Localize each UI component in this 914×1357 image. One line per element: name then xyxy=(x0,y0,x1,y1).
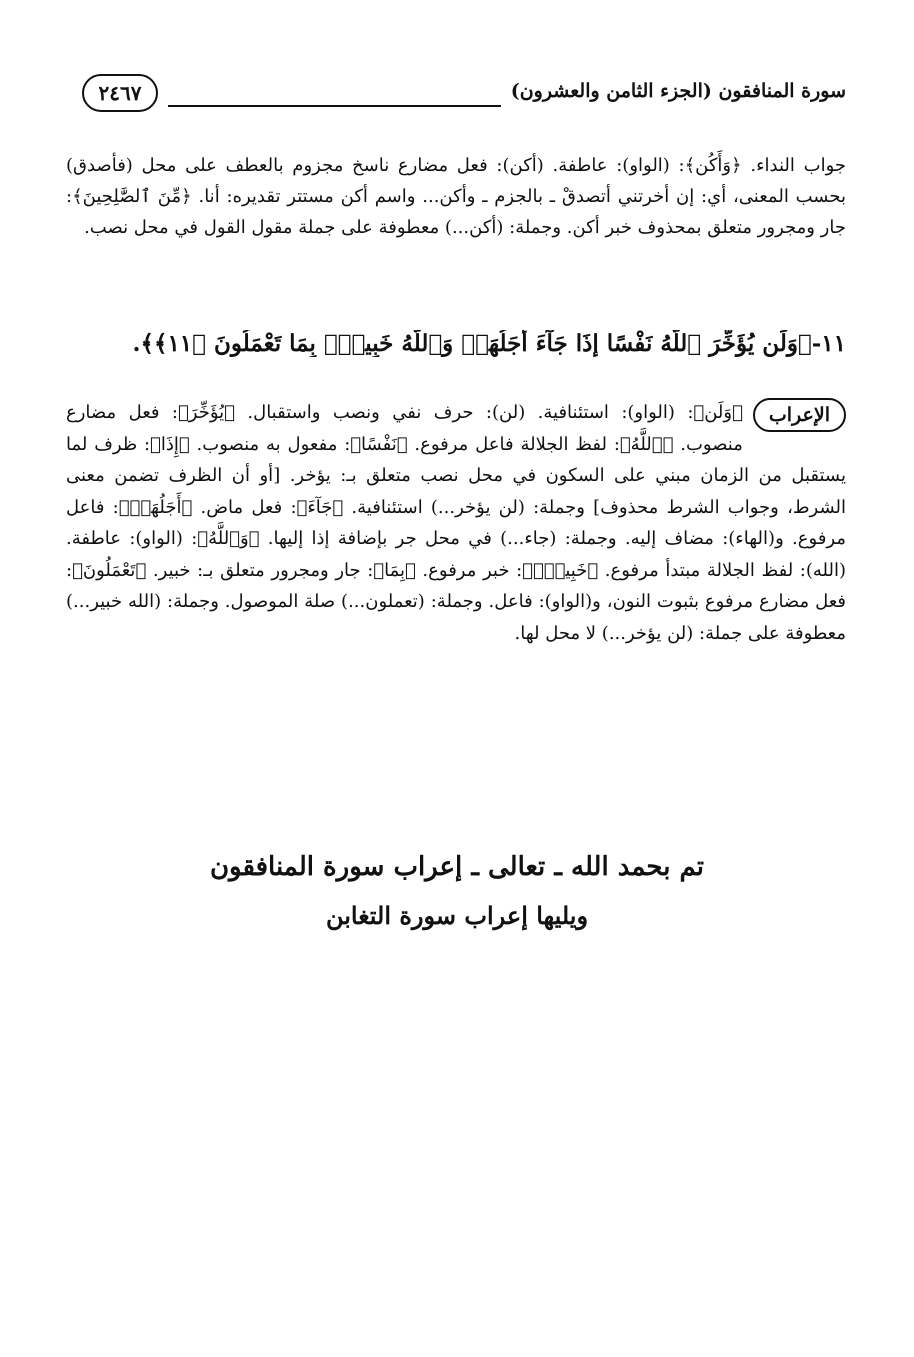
i3rab-badge: الإعراب xyxy=(753,398,846,432)
page-number-badge xyxy=(82,74,158,112)
page-number: ٢٤٦٧ xyxy=(98,81,142,105)
i3rab-text: ﴿وَلَن﴾: (الواو): استئنافية. (لن): حرف نفي ونصب واستقبال. ﴿يُؤَخِّرَ﴾: فعل مضارع منصوب. ﴿ٱللَّهُ﴾: لفظ الجلالة فاعل مرفوع. ﴿نَفْسًا﴾: مفعول به منصوب. ﴿إِذَا﴾: ظرف لما يستقبل من الزمان مبني على السكون في محل نصب متعلق بـ: يؤخر. [أو أن الظرف تضمن معنى الشرط، وجواب الشرط محذوف] وجملة: (لن يؤخر...) استئنافية. ﴿جَآءَ﴾: فعل ماض. ﴿أَجَلُهَاۚ﴾: فاعل مرفوع. و(الهاء): مضاف إليه. وجملة: (جاء...) في محل جر بإضافة إذا إليها. ﴿وَٱللَّهُ﴾: (الواو): عاطفة. (الله): لفظ الجلالة مبتدأ مرفوع. ﴿خَبِيرٌۢ﴾: خبر مرفوع. ﴿بِمَا﴾: جار ومجرور متعلق بـ: خبير. ﴿تَعْمَلُونَ﴾: فعل مضارع مرفوع بثبوت النون، و(الواو): فاعل. وجملة: (تعملون...) صلة الموصول. وجملة: (الله خبير...) معطوفة على جملة: (لن يؤخر...) لا محل لها. xyxy=(66,402,846,644)
verse-line: ١١-﴿وَلَن يُؤَخِّرَ ٱللَّهُ نَفْسًا إِذَا جَآءَ أَجَلُهَاۚ وَٱللَّهُ خَبِيرٌۢ بِمَا تَعْمَلُونَ ﴿١١﴾﴾. xyxy=(132,330,846,357)
i3rab-section xyxy=(66,397,846,649)
paragraph-text: جواب النداء. ﴿وَأَكُن﴾: (الواو): عاطفة. (أكن): فعل مضارع ناسخ مجزوم بالعطف على محل (فأصدق) بحسب المعنى، أي: إن أخرتني أتصدقْ ـ بالجزم ـ وأكن... واسم أكن مستتر تقديره: أنا. ﴿مِّنَ ٱلصَّٰلِحِينَ﴾: جار ومجرور متعلق بمحذوف خبر أكن. وجملة: (أكن...) معطوفة على جملة مقول القول في محل نصب. xyxy=(66,155,846,238)
closing-line-1: تم بحمد الله ـ تعالى ـ إعراب سورة المنافقون xyxy=(209,852,705,882)
page-header xyxy=(76,72,846,122)
commentary-paragraph xyxy=(66,150,846,243)
closing-line-2: ويليها إعراب سورة التغابن xyxy=(325,901,589,930)
running-title: سورة المنافقون (الجزء الثامن والعشرون) xyxy=(510,80,846,102)
header-rule xyxy=(168,105,501,107)
